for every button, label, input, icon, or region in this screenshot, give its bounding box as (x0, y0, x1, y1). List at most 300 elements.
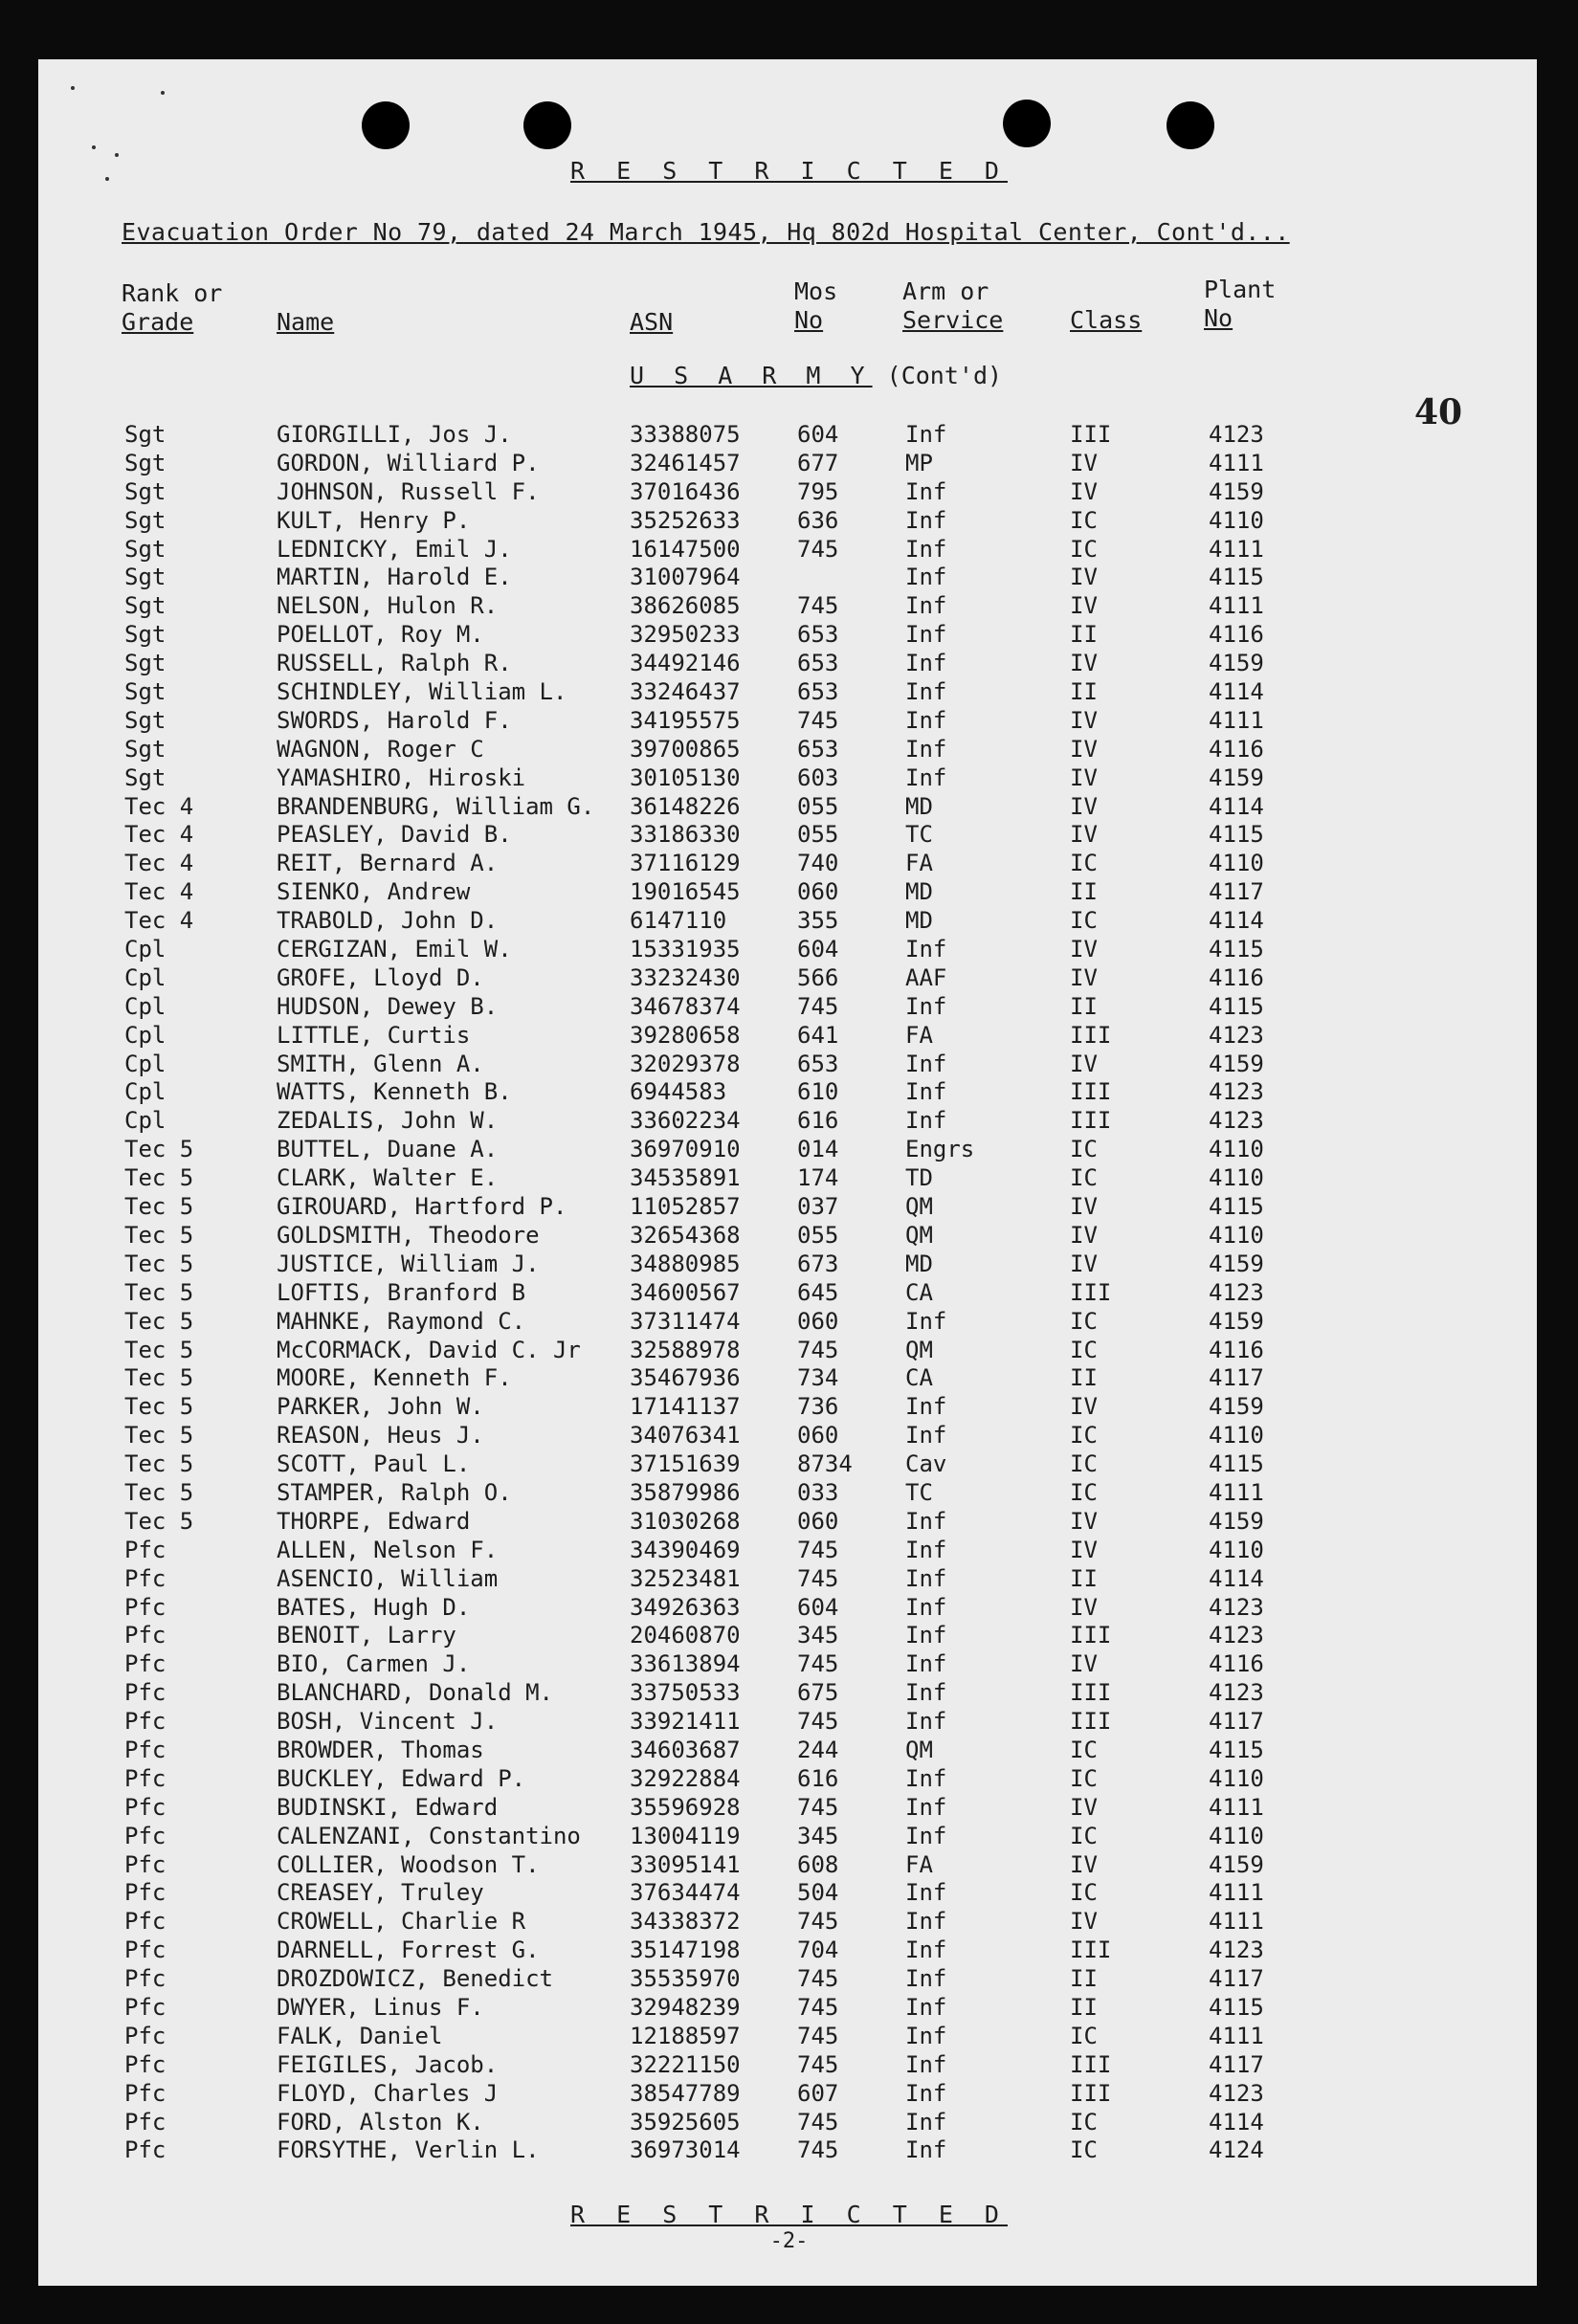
column-header-rank: Rank or Grade (122, 279, 223, 336)
asn-cell: 37634474 (630, 1879, 741, 1907)
mos-cell: 060 (797, 1507, 839, 1535)
plant-cell: 4159 (1209, 1307, 1264, 1335)
paper-speck (161, 91, 165, 95)
table-row (0, 421, 1578, 450)
page-number: -2- (769, 2229, 809, 2253)
rank-cell: Sgt (124, 477, 167, 505)
arm-cell: Inf (905, 535, 947, 563)
arm-cell: AAF (905, 963, 947, 991)
plant-cell: 4117 (1209, 878, 1264, 906)
class-cell: III (1070, 2079, 1112, 2107)
restricted-stamp-top: R E S T R I C T E D (570, 157, 1008, 185)
arm-cell: Inf (905, 2136, 947, 2164)
mos-cell: 174 (797, 1164, 839, 1192)
arm-cell: TC (905, 821, 933, 849)
asn-cell: 32950233 (630, 621, 741, 649)
name-cell: POELLOT, Roy M. (277, 621, 484, 649)
class-cell: II (1070, 621, 1098, 649)
arm-cell: Inf (905, 1078, 947, 1106)
name-cell: MARTIN, Harold E. (277, 564, 512, 591)
class-cell: II (1070, 1993, 1098, 2021)
class-cell: IV (1070, 592, 1098, 620)
name-cell: BUDINSKI, Edward (277, 1793, 499, 1821)
name-cell: CERGIZAN, Emil W. (277, 936, 512, 963)
rank-cell: Tec 5 (124, 1250, 194, 1277)
rank-cell: Sgt (124, 592, 167, 620)
table-row (0, 1422, 1578, 1450)
arm-cell: QM (905, 1193, 933, 1221)
plant-cell: 4123 (1209, 1278, 1264, 1306)
class-cell: IV (1070, 564, 1098, 591)
rank-cell: Sgt (124, 621, 167, 649)
plant-cell: 4116 (1209, 1650, 1264, 1678)
asn-cell: 33246437 (630, 678, 741, 706)
table-row (0, 707, 1578, 736)
plant-cell: 4123 (1209, 1937, 1264, 1964)
arm-cell: TC (905, 1478, 933, 1506)
name-cell: ZEDALIS, John W. (277, 1107, 499, 1135)
section-heading (630, 362, 1002, 389)
rank-cell: Pfc (124, 1564, 167, 1592)
table-row (0, 1078, 1578, 1107)
class-cell: IC (1070, 506, 1098, 534)
table-row (0, 1851, 1578, 1880)
mos-cell: 745 (797, 2022, 839, 2049)
asn-cell: 32922884 (630, 1764, 741, 1792)
mos-cell: 745 (797, 992, 839, 1020)
table-row (0, 478, 1578, 507)
class-cell: IV (1070, 735, 1098, 763)
name-cell: BROWDER, Thomas (277, 1736, 484, 1763)
rank-cell: Pfc (124, 1908, 167, 1936)
plant-cell: 4159 (1209, 1850, 1264, 1878)
rank-cell: Pfc (124, 2050, 167, 2078)
rank-cell: Tec 5 (124, 1422, 194, 1450)
asn-cell: 38547789 (630, 2079, 741, 2107)
arm-cell: Inf (905, 1764, 947, 1792)
name-cell: HUDSON, Dewey B. (277, 992, 499, 1020)
class-cell: IV (1070, 477, 1098, 505)
arm-cell: Inf (905, 1107, 947, 1135)
asn-cell: 34600567 (630, 1278, 741, 1306)
rank-cell: Sgt (124, 735, 167, 763)
rank-cell: Tec 4 (124, 792, 194, 820)
rank-cell: Sgt (124, 535, 167, 563)
rank-cell: Pfc (124, 1879, 167, 1907)
name-cell: GORDON, Williard P. (277, 449, 540, 476)
rank-cell: Pfc (124, 2108, 167, 2136)
mos-cell: 504 (797, 1879, 839, 1907)
arm-cell: Inf (905, 1965, 947, 1993)
plant-cell: 4114 (1209, 907, 1264, 935)
rank-cell: Sgt (124, 449, 167, 476)
name-cell: REIT, Bernard A. (277, 850, 499, 877)
rank-cell: Sgt (124, 650, 167, 677)
plant-cell: 4114 (1209, 2108, 1264, 2136)
rank-cell: Tec 5 (124, 1221, 194, 1249)
rank-cell: Tec 5 (124, 1393, 194, 1421)
table-row (0, 1279, 1578, 1308)
mos-cell: 745 (797, 2108, 839, 2136)
class-cell: II (1070, 1564, 1098, 1592)
name-cell: SCHINDLEY, William L. (277, 678, 567, 706)
paper-speck (71, 86, 75, 90)
arm-cell: Inf (905, 1937, 947, 1964)
mos-cell: 736 (797, 1393, 839, 1421)
class-cell: IV (1070, 1536, 1098, 1563)
asn-cell: 37116129 (630, 850, 741, 877)
plant-cell: 4159 (1209, 1250, 1264, 1277)
table-row (0, 1308, 1578, 1337)
plant-cell: 4159 (1209, 1050, 1264, 1077)
asn-cell: 37016436 (630, 477, 741, 505)
mos-cell: 636 (797, 506, 839, 534)
table-row (0, 1594, 1578, 1623)
name-cell: BATES, Hugh D. (277, 1593, 471, 1621)
table-row (0, 678, 1578, 707)
plant-cell: 4115 (1209, 1450, 1264, 1478)
plant-cell: 4114 (1209, 792, 1264, 820)
class-cell: IV (1070, 449, 1098, 476)
arm-cell: Inf (905, 1993, 947, 2021)
rank-cell: Tec 5 (124, 1336, 194, 1363)
asn-cell: 32948239 (630, 1993, 741, 2021)
table-row (0, 1107, 1578, 1136)
mos-cell: 745 (797, 1793, 839, 1821)
asn-cell: 32221150 (630, 2050, 741, 2078)
mos-cell: 060 (797, 878, 839, 906)
rank-cell: Pfc (124, 1822, 167, 1849)
rank-cell: Tec 5 (124, 1507, 194, 1535)
class-cell: III (1070, 1937, 1112, 1964)
plant-cell: 4114 (1209, 678, 1264, 706)
name-cell: RUSSELL, Ralph R. (277, 650, 512, 677)
plant-cell: 4115 (1209, 1993, 1264, 2021)
plant-cell: 4123 (1209, 2079, 1264, 2107)
plant-cell: 4124 (1209, 2136, 1264, 2164)
class-cell: III (1070, 2050, 1112, 2078)
asn-cell: 33388075 (630, 421, 741, 448)
plant-cell: 4115 (1209, 821, 1264, 849)
asn-cell: 32654368 (630, 1221, 741, 1249)
rank-cell: Pfc (124, 1622, 167, 1649)
mos-cell: 795 (797, 477, 839, 505)
plant-cell: 4114 (1209, 1564, 1264, 1592)
name-cell: STAMPER, Ralph O. (277, 1478, 512, 1506)
table-row (0, 2080, 1578, 2109)
asn-cell: 31007964 (630, 564, 741, 591)
table-row (0, 793, 1578, 822)
table-row (0, 592, 1578, 621)
table-row (0, 1337, 1578, 1365)
plant-cell: 4123 (1209, 1679, 1264, 1707)
rank-cell: Pfc (124, 2136, 167, 2164)
punch-hole (1167, 101, 1214, 149)
class-cell: II (1070, 992, 1098, 1020)
arm-cell: MD (905, 1250, 933, 1277)
rank-cell: Tec 5 (124, 1136, 194, 1163)
class-cell: IC (1070, 1336, 1098, 1363)
plant-cell: 4117 (1209, 2050, 1264, 2078)
punch-hole (1003, 100, 1051, 147)
name-cell: LEDNICKY, Emil J. (277, 535, 512, 563)
name-cell: FLOYD, Charles J (277, 2079, 499, 2107)
asn-cell: 33232430 (630, 963, 741, 991)
name-cell: SWORDS, Harold F. (277, 706, 512, 734)
class-cell: II (1070, 1965, 1098, 1993)
arm-cell: Inf (905, 1908, 947, 1936)
mos-cell: 653 (797, 650, 839, 677)
class-cell: IV (1070, 1908, 1098, 1936)
class-cell: IC (1070, 1450, 1098, 1478)
name-cell: McCORMACK, David C. Jr (277, 1336, 581, 1363)
mos-cell: 014 (797, 1136, 839, 1163)
plant-cell: 4159 (1209, 477, 1264, 505)
plant-cell: 4110 (1209, 1136, 1264, 1163)
arm-cell: TD (905, 1164, 933, 1192)
class-cell: IV (1070, 764, 1098, 791)
class-cell: IC (1070, 1136, 1098, 1163)
plant-cell: 4110 (1209, 506, 1264, 534)
asn-cell: 33095141 (630, 1850, 741, 1878)
mos-cell: 608 (797, 1850, 839, 1878)
name-cell: BUCKLEY, Edward P. (277, 1764, 526, 1792)
name-cell: BIO, Carmen J. (277, 1650, 471, 1678)
table-row (0, 1622, 1578, 1650)
table-row (0, 1022, 1578, 1051)
rank-cell: Pfc (124, 1650, 167, 1678)
plant-cell: 4115 (1209, 1736, 1264, 1763)
name-cell: JOHNSON, Russell F. (277, 477, 540, 505)
class-cell: IV (1070, 1793, 1098, 1821)
class-cell: IV (1070, 1650, 1098, 1678)
table-row (0, 1823, 1578, 1851)
name-cell: KULT, Henry P. (277, 506, 471, 534)
mos-cell: 604 (797, 1593, 839, 1621)
arm-cell: Inf (905, 564, 947, 591)
mos-cell: 060 (797, 1307, 839, 1335)
name-cell: MAHNKE, Raymond C. (277, 1307, 526, 1335)
name-cell: CALENZANI, Constantino (277, 1822, 581, 1849)
rank-cell: Sgt (124, 564, 167, 591)
table-row (0, 1565, 1578, 1594)
rank-cell: Tec 4 (124, 878, 194, 906)
asn-cell: 34338372 (630, 1908, 741, 1936)
asn-cell: 33602234 (630, 1107, 741, 1135)
arm-cell: Inf (905, 592, 947, 620)
mos-cell: 653 (797, 678, 839, 706)
mos-cell: 745 (797, 1708, 839, 1736)
class-cell: IC (1070, 1478, 1098, 1506)
asn-cell: 12188597 (630, 2022, 741, 2049)
plant-cell: 4159 (1209, 1393, 1264, 1421)
name-cell: REASON, Heus J. (277, 1422, 484, 1450)
arm-cell: Inf (905, 1822, 947, 1849)
name-cell: SCOTT, Paul L. (277, 1450, 471, 1478)
mos-cell: 616 (797, 1764, 839, 1792)
punch-hole (362, 101, 410, 149)
plant-cell: 4111 (1209, 706, 1264, 734)
arm-cell: Inf (905, 2022, 947, 2049)
mos-cell: 675 (797, 1679, 839, 1707)
table-row (0, 1193, 1578, 1222)
table-row (0, 878, 1578, 907)
class-cell: III (1070, 1021, 1112, 1049)
mos-cell: 055 (797, 792, 839, 820)
arm-cell: Inf (905, 992, 947, 1020)
arm-cell: Inf (905, 936, 947, 963)
mos-cell: 745 (797, 2136, 839, 2164)
arm-cell: MD (905, 907, 933, 935)
plant-cell: 4117 (1209, 1965, 1264, 1993)
name-cell: BUTTEL, Duane A. (277, 1136, 499, 1163)
name-cell: THORPE, Edward (277, 1507, 471, 1535)
rank-cell: Pfc (124, 1736, 167, 1763)
class-cell: II (1070, 678, 1098, 706)
arm-cell: Inf (905, 1393, 947, 1421)
rank-cell: Pfc (124, 1593, 167, 1621)
table-row (0, 1164, 1578, 1193)
page-mark: 40 (1414, 392, 1463, 432)
name-cell: LOFTIS, Branford B (277, 1278, 526, 1306)
mos-cell: 645 (797, 1278, 839, 1306)
table-row (0, 536, 1578, 564)
table-row (0, 1051, 1578, 1079)
name-cell: PEASLEY, David B. (277, 821, 512, 849)
mos-cell: 745 (797, 2050, 839, 2078)
plant-cell: 4110 (1209, 1164, 1264, 1192)
mos-cell: 345 (797, 1822, 839, 1849)
rank-cell: Tec 5 (124, 1164, 194, 1192)
arm-cell: Inf (905, 2050, 947, 2078)
class-cell: IC (1070, 1822, 1098, 1849)
asn-cell: 37151639 (630, 1450, 741, 1478)
plant-cell: 4123 (1209, 1078, 1264, 1106)
plant-cell: 4123 (1209, 1622, 1264, 1649)
plant-cell: 4110 (1209, 1764, 1264, 1792)
arm-cell: Inf (905, 1793, 947, 1821)
plant-cell: 4110 (1209, 1536, 1264, 1563)
table-row (0, 2023, 1578, 2051)
plant-cell: 4111 (1209, 2022, 1264, 2049)
class-cell: IC (1070, 1164, 1098, 1192)
paper-speck (92, 145, 96, 149)
arm-cell: Engrs (905, 1136, 975, 1163)
mos-cell: 641 (797, 1021, 839, 1049)
mos-cell: 607 (797, 2079, 839, 2107)
asn-cell: 37311474 (630, 1307, 741, 1335)
arm-cell: Inf (905, 421, 947, 448)
asn-cell: 39280658 (630, 1021, 741, 1049)
asn-cell: 39700865 (630, 735, 741, 763)
mos-cell: 745 (797, 1965, 839, 1993)
name-cell: ASENCIO, William (277, 1564, 499, 1592)
mos-cell: 653 (797, 621, 839, 649)
plant-cell: 4115 (1209, 1193, 1264, 1221)
arm-cell: Inf (905, 1879, 947, 1907)
name-cell: CLARK, Walter E. (277, 1164, 499, 1192)
table-row (0, 1251, 1578, 1279)
name-cell: DWYER, Linus F. (277, 1993, 484, 2021)
column-header-plant: Plant No (1204, 276, 1277, 332)
asn-cell: 35925605 (630, 2108, 741, 2136)
name-cell: DROZDOWICZ, Benedict (277, 1965, 553, 1993)
arm-cell: Inf (905, 1679, 947, 1707)
mos-cell: 604 (797, 936, 839, 963)
table-row (0, 936, 1578, 964)
column-header-name: Name (277, 308, 335, 336)
asn-cell: 36970910 (630, 1136, 741, 1163)
name-cell: GIORGILLI, Jos J. (277, 421, 512, 448)
table-row (0, 1393, 1578, 1422)
table-row (0, 2136, 1578, 2165)
mos-cell: 653 (797, 1050, 839, 1077)
asn-cell: 33613894 (630, 1650, 741, 1678)
rank-cell: Pfc (124, 2079, 167, 2107)
table-row (0, 1765, 1578, 1794)
asn-cell: 11052857 (630, 1193, 741, 1221)
plant-cell: 4123 (1209, 1021, 1264, 1049)
arm-cell: Inf (905, 650, 947, 677)
column-header-class: Class (1070, 306, 1143, 334)
plant-cell: 4115 (1209, 564, 1264, 591)
plant-cell: 4123 (1209, 1593, 1264, 1621)
class-cell: IV (1070, 650, 1098, 677)
rank-cell: Tec 5 (124, 1364, 194, 1392)
mos-cell: 745 (797, 1336, 839, 1363)
asn-cell: 34390469 (630, 1536, 741, 1563)
arm-cell: Inf (905, 1650, 947, 1678)
class-cell: IC (1070, 2108, 1098, 2136)
plant-cell: 4111 (1209, 1908, 1264, 1936)
plant-cell: 4115 (1209, 936, 1264, 963)
mos-cell: 8734 (797, 1450, 853, 1478)
name-cell: BOSH, Vincent J. (277, 1708, 499, 1736)
asn-cell: 34926363 (630, 1593, 741, 1621)
arm-cell: Inf (905, 1536, 947, 1563)
plant-cell: 4110 (1209, 1221, 1264, 1249)
class-cell: IV (1070, 1193, 1098, 1221)
arm-cell: Inf (905, 1507, 947, 1535)
arm-cell: Inf (905, 764, 947, 791)
class-cell: III (1070, 1078, 1112, 1106)
plant-cell: 4123 (1209, 421, 1264, 448)
name-cell: YAMASHIRO, Hiroski (277, 764, 526, 791)
name-cell: ALLEN, Nelson F. (277, 1536, 499, 1563)
class-cell: III (1070, 1278, 1112, 1306)
arm-cell: CA (905, 1364, 933, 1392)
arm-cell: Inf (905, 1708, 947, 1736)
plant-cell: 4110 (1209, 1822, 1264, 1849)
class-cell: IV (1070, 936, 1098, 963)
mos-cell: 244 (797, 1736, 839, 1763)
plant-cell: 4111 (1209, 1793, 1264, 1821)
name-cell: SMITH, Glenn A. (277, 1050, 484, 1077)
table-row (0, 1994, 1578, 2023)
arm-cell: CA (905, 1278, 933, 1306)
table-row (0, 507, 1578, 536)
table-row (0, 821, 1578, 850)
asn-cell: 32461457 (630, 449, 741, 476)
asn-cell: 32588978 (630, 1336, 741, 1363)
mos-cell: 745 (797, 1564, 839, 1592)
rank-cell: Cpl (124, 963, 167, 991)
rank-cell: Pfc (124, 1937, 167, 1964)
asn-cell: 19016545 (630, 878, 741, 906)
name-cell: NELSON, Hulon R. (277, 592, 499, 620)
asn-cell: 13004119 (630, 1822, 741, 1849)
mos-cell: 037 (797, 1193, 839, 1221)
